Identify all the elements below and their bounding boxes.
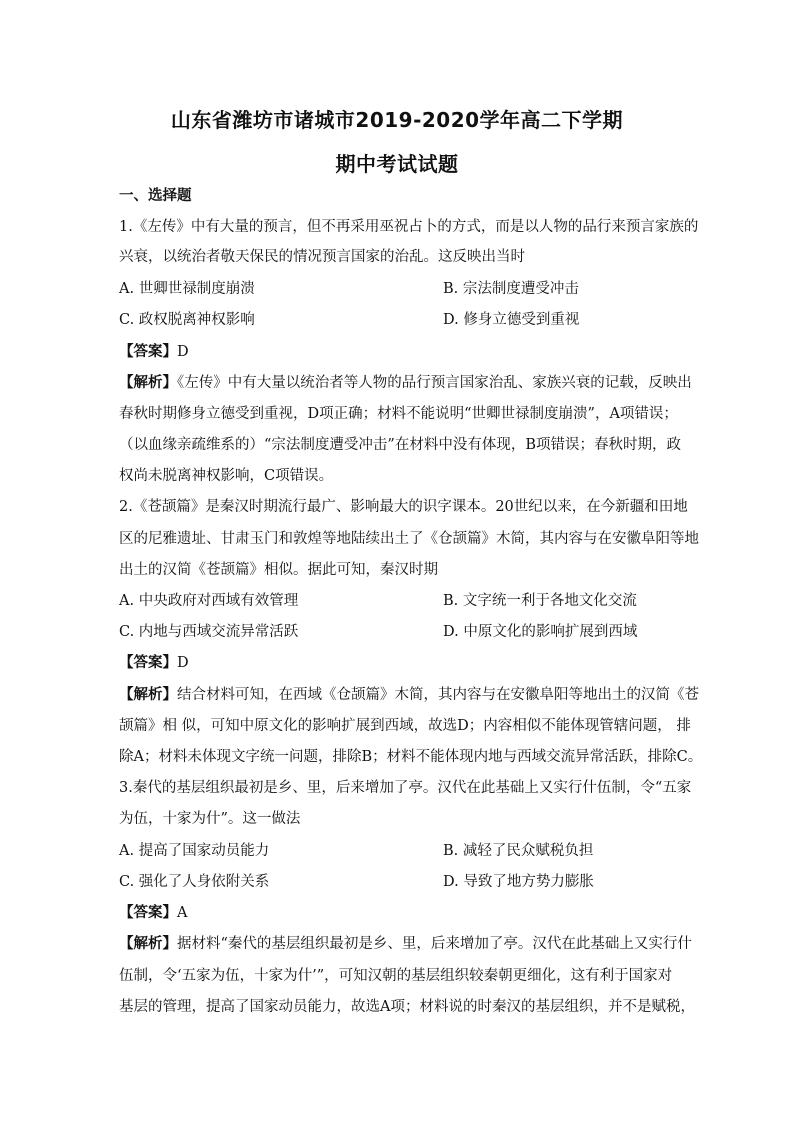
analysis-tag: 【解析】 [119,375,177,391]
q1-analysis-line: 权尚未脱离神权影响，C项错误。 [119,468,334,484]
q2-answer-value: D [177,655,189,671]
q1-option-d: D. 修身立德受到重视 [443,312,580,328]
q1-stem-line: 1.《左传》中有大量的预言，但不再采用巫祝占卜的方式，而是以人物的品行来预言家族的 [119,219,699,235]
q3-answer-value: A [177,905,188,921]
q2-option-d: D. 中原文化的影响扩展到西域 [443,624,638,640]
q3-option-d: D. 导致了地方势力膨胀 [443,874,594,890]
q3-option-a: A. 提高了国家动员能力 [119,843,270,859]
q1-option-b: B. 宗法制度遭受冲击 [443,281,579,297]
answer-tag: 【答案】 [119,344,177,360]
answer-tag: 【答案】 [119,655,177,671]
q3-answer [119,903,689,923]
q3-analysis-text: 据材料“秦代的基层组织最初是乡、里，后来增加了亭。汉代在此基础上又实行什 [177,936,692,952]
q2-analysis-line [119,685,699,705]
document-subtitle: 期中考试试题 [335,152,459,176]
q2-stem-line: 出土的汉简《苍颉篇》相似。据此可知，秦汉时期 [119,562,438,578]
q3-stem-line: 3.秦代的基层组织最初是乡、里，后来增加了亭。汉代在此基础上又实行什伍制，令“五家 [119,780,692,796]
analysis-tag: 【解析】 [119,936,177,952]
analysis-tag: 【解析】 [119,687,177,703]
q1-stem-line: 兴衰，以统治者敬天保民的情况预言国家的治乱。这反映出当时 [119,249,525,265]
q2-analysis-line: 颉篇》相 似，可知中原文化的影响扩展到西域，故选D；内容相似不能体现管辖问题， 排 [119,718,691,734]
document-title: 山东省潍坊市诸城市2019-2020学年高二下学期 [170,108,624,132]
q2-analysis-text: 结合材料可知，在西域《仓颉篇》木简，其内容与在安徽阜阳等地出土的汉简《苍 [177,687,699,703]
q3-option-c: C. 强化了人身依附关系 [119,874,270,890]
q2-option-a: A. 中央政府对西域有效管理 [119,593,299,609]
q3-stem-line: 为伍，十家为什”。这一做法 [119,811,301,827]
q3-option-b: B. 减轻了民众赋税负担 [443,843,594,859]
q2-stem-line: 2.《苍颉篇》是秦汉时期流行最广、影响最大的识字课本。20世纪以来，在今新疆和田地 [119,499,688,515]
q1-analysis-text: 《左传》中有大量以统治者等人物的品行预言国家治乱、家族兴衰的记载，反映出 [177,375,692,391]
q1-analysis-line [119,373,692,393]
q2-answer [119,653,689,673]
q2-stem-line: 区的尼雅遗址、甘肃玉门和敦煌等地陆续出土了《仓颉篇》木简，其内容与在安徽阜阳等地 [119,531,699,547]
q2-option-c: C. 内地与西域交流异常活跃 [119,624,299,640]
q1-answer [119,342,689,362]
answer-tag: 【答案】 [119,905,177,921]
q1-answer-value: D [177,344,189,360]
q2-analysis-line: 除A；材料未体现文字统一问题，排除B；材料不能体现内地与西域交流异常活跃，排除C。 [119,749,703,765]
q3-analysis-line [119,934,692,954]
q1-option-a: A. 世卿世禄制度崩溃 [119,281,255,297]
q3-analysis-line: 伍制，令‘五家为伍，十家为什’”，可知汉朝的基层组织较秦朝更细化，这有利于国家对 [119,968,673,984]
q3-analysis-line: 基层的管理，提高了国家动员能力，故选A项；材料说的时秦汉的基层组织，并不是赋税， [119,999,695,1015]
q2-option-b: B. 文字统一利于各地文化交流 [443,593,637,609]
q1-analysis-line: 春秋时期修身立德受到重视，D项正确；材料不能说明“世卿世禄制度崩溃”，A项错误； [119,406,678,422]
q1-option-c: C. 政权脱离神权影响 [119,312,255,328]
q1-analysis-line: （以血缘亲疏维系的）“宗法制度遭受冲击”在材料中没有体现，B项错误；春秋时期，政 [119,437,681,453]
section-heading: 一、选择题 [119,188,192,204]
